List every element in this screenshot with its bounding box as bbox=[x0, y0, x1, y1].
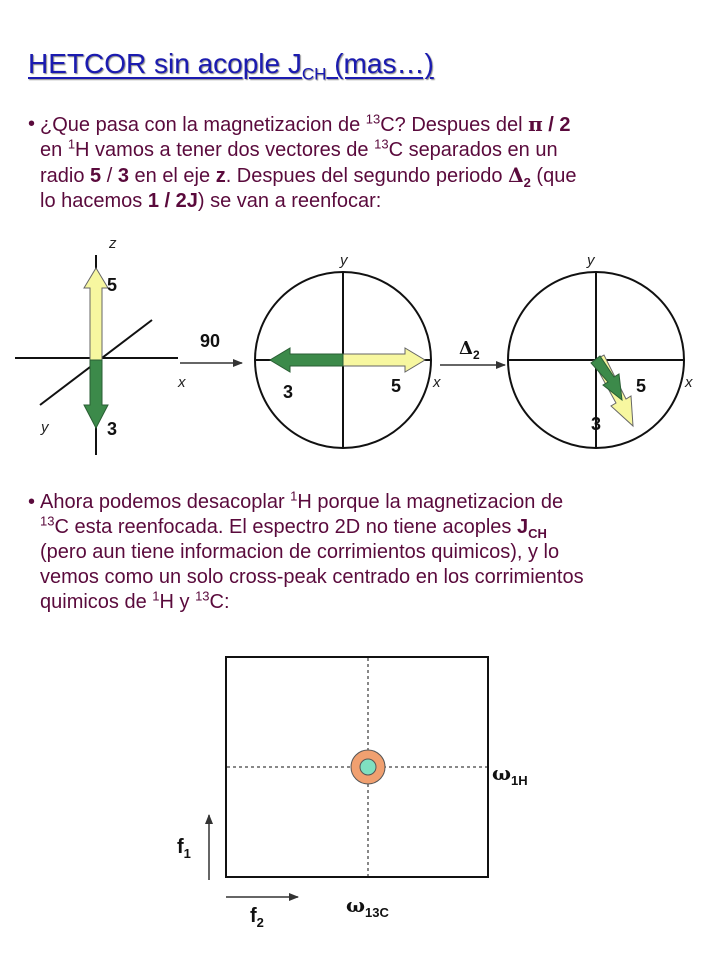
omega-13c-label: $\omega_{13C}$ bbox=[346, 893, 389, 920]
para2-line-4: vemos como un solo cross-peak centrado en los corrimientos bbox=[40, 566, 584, 588]
para2-line-5: quimicos de $^1$H y $^{13}$C: bbox=[40, 588, 230, 613]
axis-label-x: x bbox=[685, 374, 693, 391]
label-3: 3 bbox=[107, 419, 118, 439]
vector-green bbox=[270, 348, 343, 372]
para2-line-2: $^{13}$C esta reenfocada. El espectro 2D no tiene acoples $J_{CH}$ bbox=[40, 513, 547, 541]
paragraph-2 bbox=[40, 490, 584, 615]
axis-label-y: y bbox=[41, 419, 49, 436]
cross-peak-inner bbox=[360, 759, 376, 775]
vector-up-yellow bbox=[84, 268, 108, 360]
label-3: 3 bbox=[283, 382, 294, 402]
para2-line-1: Ahora podemos desacoplar $^1$H porque la magnetizacion de bbox=[40, 488, 564, 513]
xy-plane-2 bbox=[508, 252, 693, 448]
bullet: • bbox=[28, 113, 36, 135]
step-90-label: 90 bbox=[200, 331, 221, 351]
para1-line-4: lo hacemos 1 / 2J) se van a reenfocar: bbox=[40, 190, 382, 212]
para1-line-3: radio 5 / 3 en el eje z. Despues del segundo periodo $\Delta_2$ (que bbox=[40, 163, 577, 190]
step-delta2 bbox=[440, 338, 505, 365]
label-5: 5 bbox=[391, 376, 402, 396]
vector-down-green bbox=[84, 360, 108, 428]
f2-label: $f_2$ bbox=[250, 905, 264, 930]
axis-label-y: y bbox=[587, 252, 595, 269]
bullet: • bbox=[28, 491, 36, 513]
vector-yellow bbox=[343, 348, 425, 372]
label-3: 3 bbox=[591, 414, 602, 434]
para2-line-3: (pero aun tiene informacion de corrimientos quimicos), y lo bbox=[40, 541, 560, 563]
spectrum-2d bbox=[177, 657, 528, 930]
omega-1h-label: $\omega_{1H}$ bbox=[492, 761, 528, 788]
axis-label-x: x bbox=[178, 374, 186, 391]
axis-label-y: y bbox=[340, 252, 348, 269]
axes-3d bbox=[15, 235, 186, 455]
para1-line-2: en $^1$H vamos a tener dos vectores de $^{13}$C separados en un bbox=[40, 136, 558, 161]
para1-line-1: ¿Que pasa con la magnetizacion de $^{13}$C? Despues del π / 2 bbox=[40, 111, 571, 136]
axis-label-x: x bbox=[433, 374, 441, 391]
label-5: 5 bbox=[636, 376, 647, 396]
axis-label-z: z bbox=[109, 235, 117, 252]
f1-label: $f_1$ bbox=[177, 836, 191, 861]
label-5: 5 bbox=[107, 275, 118, 295]
step-90 bbox=[180, 331, 242, 363]
delta-symbol: $\Delta_2$ bbox=[459, 338, 480, 362]
xy-plane-1 bbox=[255, 252, 441, 448]
page-title: HETCOR sin acople $J_{CH}$ (mas…) bbox=[28, 48, 434, 84]
